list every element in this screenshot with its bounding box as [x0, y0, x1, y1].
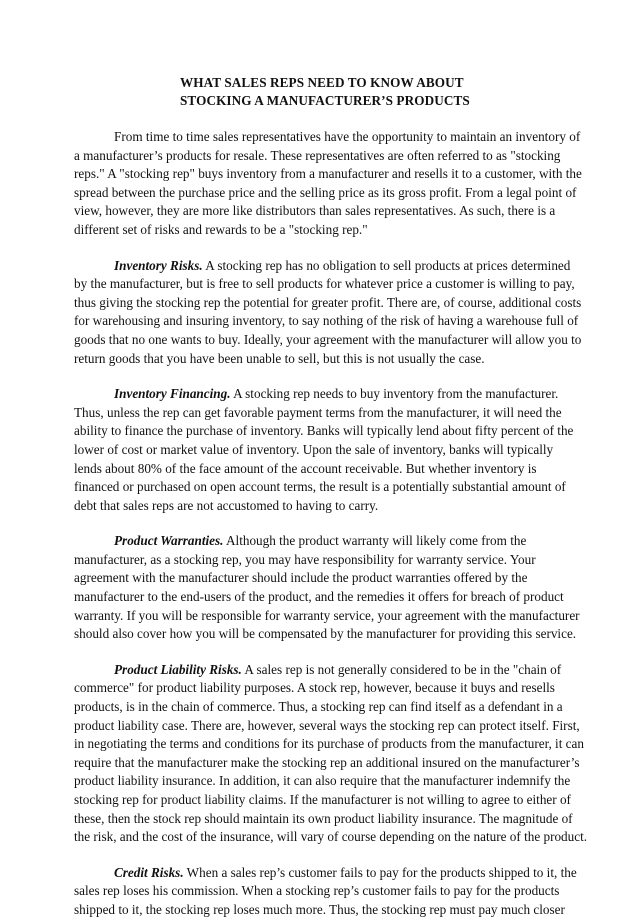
- paragraph-line: for warehousing and insuring inventory, to say nothing of the risk of having a warehouse full of: [74, 313, 579, 329]
- section-product-liability-risks: [74, 661, 588, 847]
- paragraph-line: product liability case. There are, however, several ways the stocking rep can protect itself. First,: [74, 717, 580, 733]
- intro-paragraph: [74, 128, 582, 240]
- paragraph-line: manufacturer to the end-users of the product, and the remedies it offers for breach of product: [74, 589, 564, 605]
- paragraph-line: commerce" for product liability purposes. A stock rep, however, because it buys and resells: [74, 680, 555, 696]
- paragraph-line: lower of cost or market value of inventory. Upon the sale of inventory, banks will typically: [74, 441, 554, 457]
- section-heading: Product Warranties.: [114, 533, 224, 549]
- paragraph-line: debt that sales reps are not accustomed to having to carry.: [74, 497, 379, 513]
- paragraph-text: Although the product warranty will likely come from the: [223, 533, 527, 549]
- paragraph-first-line: [74, 864, 577, 883]
- paragraph-line: From time to time sales representatives have the opportunity to maintain an inventory of: [114, 129, 581, 144]
- paragraph-line: reps." A "stocking rep" buys inventory from a manufacturer and resells it to a customer, with the: [74, 166, 582, 182]
- document-title: [180, 74, 564, 110]
- paragraph-line: shipped to it, the stocking rep loses much more. Thus, the stocking rep must pay much closer: [74, 901, 565, 917]
- paragraph-line: spread between the purchase price and the selling price as its gross profit. From a legal point of: [74, 184, 577, 200]
- paragraph-line: manufacturer, as a stocking rep, you may have responsibility for warranty service. Your: [74, 551, 536, 567]
- paragraph-line: these, then the stock rep should maintain its own product liability insurance. The magnitude of: [74, 810, 573, 826]
- paragraph-first-line: [74, 385, 564, 404]
- paragraph-line: require that the manufacturer make the stocking rep an additional insured on the manufacturer’s: [74, 754, 580, 770]
- paragraph-first-line: [74, 661, 564, 680]
- section-product-warranties: [74, 532, 580, 644]
- section-credit-risks: [74, 864, 577, 920]
- section-heading: Product Liability Risks.: [114, 661, 242, 677]
- paragraph-text: A sales rep is not generally considered to be in the "chain of: [241, 661, 562, 677]
- paragraph-line: warranty. If you will be responsible for warranty service, your agreement with the manufacturer: [74, 607, 580, 623]
- section-heading: Credit Risks.: [114, 864, 184, 880]
- paragraph-line: lends about 80% of the face amount of the account receivable. But whether inventory is: [74, 460, 537, 476]
- paragraph-line: Thus, unless the rep can get favorable payment terms from the manufacturer, it will need the: [74, 404, 562, 420]
- paragraph-first-line: [74, 532, 564, 551]
- paragraph-text: A stocking rep needs to buy inventory from the manufacturer.: [230, 386, 559, 402]
- paragraph-line: the risk, and the cost of the insurance, will vary of course depending on the nature of the product.: [74, 829, 588, 845]
- paragraph-line: goods that no one wants to buy. Ideally, your agreement with the manufacturer will allow you to: [74, 331, 582, 347]
- paragraph-line: product liability insurance. In addition, it can also require that the manufacturer indemnify the: [74, 773, 571, 789]
- section-inventory-financing: [74, 385, 574, 515]
- title-line: STOCKING A MANUFACTURER’S PRODUCTS: [180, 93, 470, 108]
- paragraph-line: stocking rep for product liability claims. If the manufacturer is not willing to agree to either of: [74, 792, 571, 807]
- section-heading: Inventory Risks.: [114, 257, 203, 273]
- paragraph-line: in negotiating the terms and conditions for its purchase of products from the manufacturer, it can: [74, 736, 584, 752]
- paragraph-line: agreement with the manufacturer should include the product warranties offered by the: [74, 570, 528, 586]
- paragraph-line: financed or purchased on open account terms, the result is a potentially substantial amount of: [74, 479, 566, 495]
- paragraph-line: view, however, they are more like distributors than sales representatives. As such, there is a: [74, 203, 556, 219]
- title-line: WHAT SALES REPS NEED TO KNOW ABOUT: [180, 75, 464, 90]
- paragraph-line: a manufacturer’s products for resale. These representatives are often referred to as "stocking: [74, 147, 561, 163]
- paragraph-line: ability to finance the purchase of inventory. Banks will typically lend about fifty percent of the: [74, 423, 574, 439]
- paragraph-line: return goods that you have been unable to sell, but this is not usually the case.: [74, 350, 485, 366]
- paragraph-text: When a sales rep’s customer fails to pay for the products shipped to it, the: [183, 864, 577, 880]
- paragraph-line: different set of risks and rewards to be a "stocking rep.": [74, 221, 368, 237]
- section-inventory-risks: [74, 257, 582, 369]
- paragraph-line: products, is in the chain of commerce. Thus, a stocking rep can find itself as a defendant in a: [74, 699, 563, 715]
- paragraph-line: thus giving the stocking rep the potential for greater profit. There are, of course, additional costs: [74, 294, 582, 310]
- paragraph-first-line: [74, 257, 571, 276]
- paragraph-text: A stocking rep has no obligation to sell products at prices determined: [202, 257, 571, 273]
- paragraph-line: should also cover how you will be compensated by the manufacturer for providing this service.: [74, 626, 577, 642]
- section-heading: Inventory Financing.: [114, 386, 231, 402]
- paragraph-line: sales rep loses his commission. When a stocking rep’s customer fails to pay for the products: [74, 883, 560, 899]
- paragraph-line: by the manufacturer, but is free to sell products for whatever price a customer is willing to pay,: [74, 276, 575, 292]
